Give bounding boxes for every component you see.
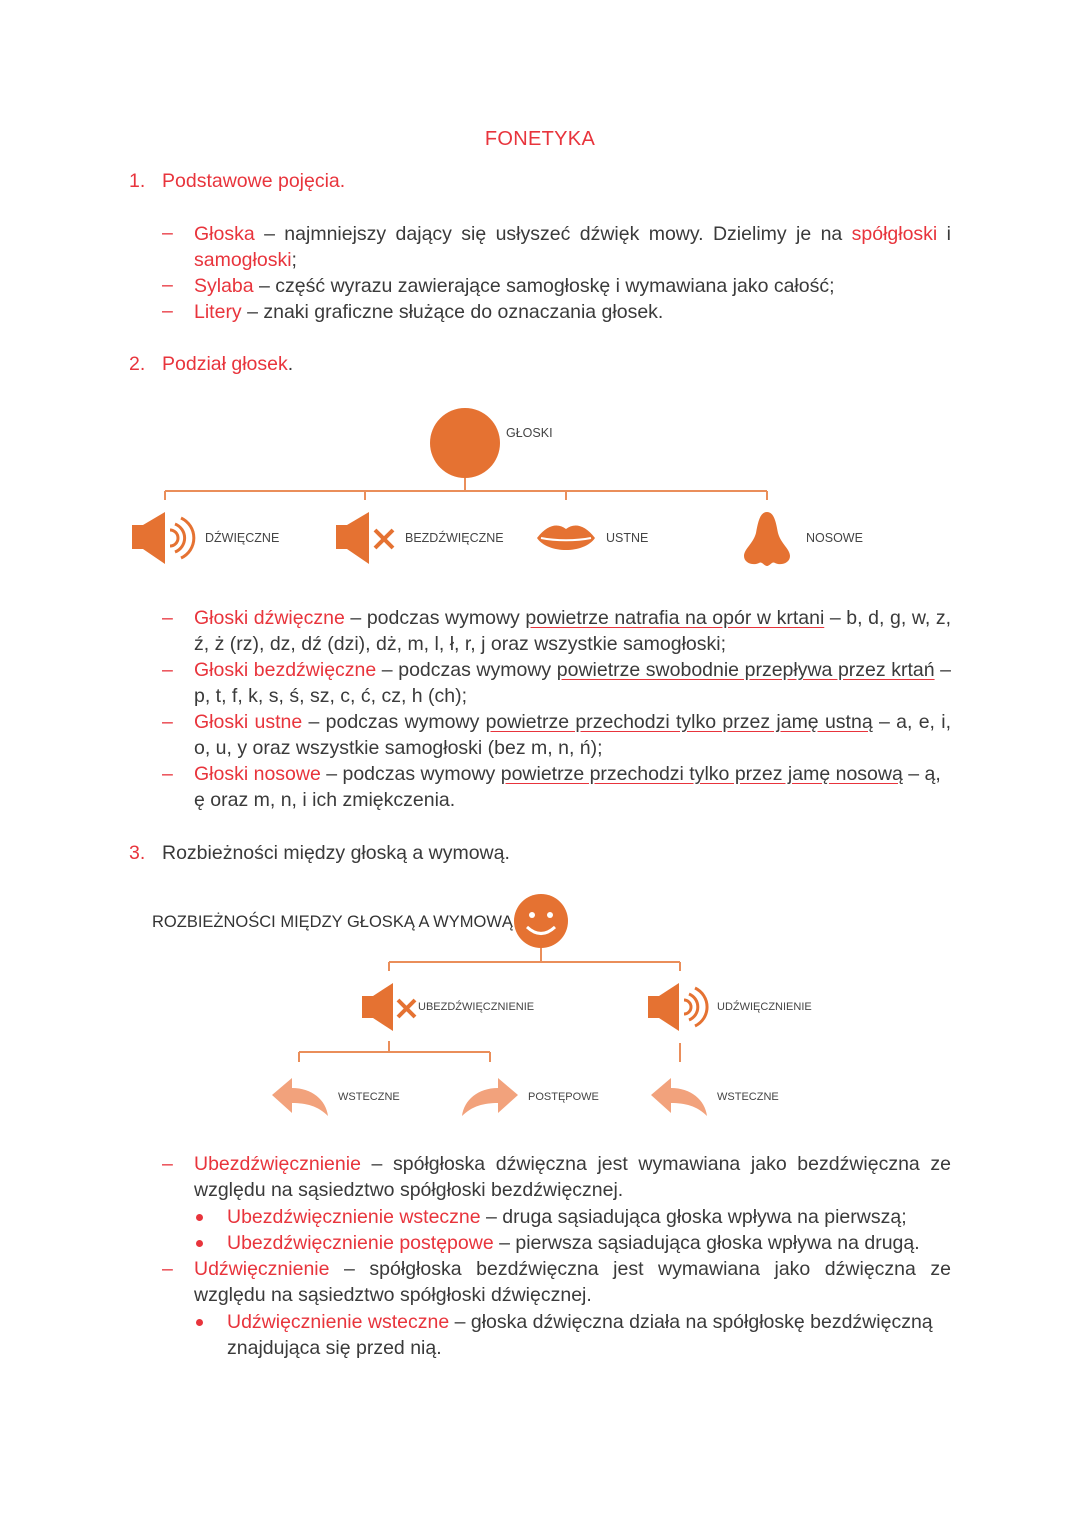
definition: – podczas wymowy xyxy=(320,763,501,785)
term: Głoski nosowe xyxy=(194,763,321,785)
definition: – podczas wymowy xyxy=(302,711,486,733)
list-dash: – xyxy=(162,607,173,629)
definition: – pierwsza sąsiadująca głoska wpływa na drugą. xyxy=(493,1232,920,1254)
list-dash: – xyxy=(162,1153,173,1175)
page-title: FONETYKA xyxy=(484,128,596,150)
node-label: WSTECZNE xyxy=(338,1091,400,1103)
underlined-phrase: powietrze natrafia na opór w krtani xyxy=(525,607,825,629)
definition: i xyxy=(937,223,951,245)
node-label: DŹWIĘCZNE xyxy=(205,531,280,545)
list-dash: – xyxy=(162,274,173,296)
definition: – część wyrazu zawierające samogłoskę i wymawiana jako całość; xyxy=(253,275,835,297)
underlined-phrase: powietrze swobodnie przepływa przez krtań xyxy=(556,659,935,681)
definition: – spółgłoska bezdźwięczna jest wymawiana jako dźwięczna ze względu na sąsiedztwo spółgłoski dźwięcznej. xyxy=(194,1258,951,1307)
definition: – głoska dźwięczna działa na spółgłoskę bezdźwięczną znajdująca się przed nią. xyxy=(227,1311,933,1360)
node-label: BEZDŹWIĘCZNE xyxy=(405,531,504,545)
term: Litery xyxy=(194,301,242,323)
bullet xyxy=(196,1214,203,1221)
list-dash: – xyxy=(162,659,173,681)
list-item xyxy=(194,1256,951,1308)
term: Głoski dźwięczne xyxy=(194,607,345,629)
section-number: 1. xyxy=(129,170,146,192)
list-dash: – xyxy=(162,300,173,322)
smiley-icon xyxy=(514,894,568,948)
section-label: Podstawowe pojęcia xyxy=(162,170,340,192)
term: Ubezdźwięcznienie postępowe xyxy=(227,1232,494,1254)
term: Udźwięcznienie wsteczne xyxy=(227,1311,450,1333)
term: Ubezdźwięcznienie xyxy=(194,1153,361,1175)
term: Głoska xyxy=(194,223,255,245)
definition: – ą, ę oraz m, n, i ich zmiękczenia. xyxy=(194,763,941,812)
list-dash: – xyxy=(162,763,173,785)
arrow-back-icon xyxy=(272,1078,328,1116)
term: Głoski bezdźwięczne xyxy=(194,659,377,681)
definition: ; xyxy=(291,249,297,272)
diagram-title: ROZBIEŻNOŚCI MIĘDZY GŁOSKĄ A WYMOWĄ xyxy=(152,913,513,931)
list-dash: – xyxy=(162,711,173,733)
underlined-phrase: powietrze przechodzi tylko przez jamę nosową xyxy=(500,763,903,785)
list-item xyxy=(194,1151,951,1203)
section-label: Rozbieżności między głoską a wymową xyxy=(162,842,505,864)
definition: – najmniejszy dający się usłyszeć dźwięk mowy. Dzielimy je na xyxy=(254,223,852,245)
term: Głoski ustne xyxy=(194,711,303,733)
node-label: POSTĘPOWE xyxy=(528,1091,599,1103)
speaker-muted-icon xyxy=(362,983,415,1031)
section-number: 2. xyxy=(129,353,146,375)
list-dash: – xyxy=(162,222,173,244)
section-tail: . xyxy=(339,170,346,192)
node-label: NOSOWE xyxy=(806,531,863,545)
sub-list-item xyxy=(227,1204,951,1230)
bullet xyxy=(196,1240,203,1247)
section-label: Podział głosek xyxy=(162,353,288,375)
definition: – podczas wymowy xyxy=(344,607,526,629)
definition: – druga sąsiadująca głoska wpływa na pierwszą; xyxy=(480,1206,907,1228)
node-label: GŁOSKI xyxy=(506,426,553,440)
sub-list-item xyxy=(227,1230,951,1256)
sub-list-item xyxy=(227,1309,949,1361)
term: Udźwięcznienie xyxy=(194,1258,330,1280)
underlined-phrase: powietrze przechodzi tylko przez jamę ustną xyxy=(485,711,873,733)
definition: – spółgłoska dźwięczna jest wymawiana jako bezdźwięczna ze względu na sąsiedztwo spółgłoski bezdźwięcznej. xyxy=(194,1153,951,1202)
arrow-forward-icon xyxy=(462,1078,518,1116)
bullet xyxy=(196,1319,203,1326)
term: Ubezdźwięcznienie wsteczne xyxy=(227,1206,481,1228)
definition: – p, t, f, k, s, ś, sz, c, ć, cz, h (ch); xyxy=(194,659,951,708)
arrow-back-icon xyxy=(651,1078,707,1116)
definition: – a, e, i, o, u, y oraz wszystkie samogłoski (bez m, n, ń); xyxy=(194,711,952,760)
node-label: USTNE xyxy=(606,531,649,545)
definition: – b, d, g, w, z, ź, ż (rz), dz, dź (dzi), dż, m, l, ł, r, j oraz wszystkie samogłoski; xyxy=(194,607,952,656)
section-tail: . xyxy=(287,353,294,375)
term: Sylaba xyxy=(194,275,254,297)
node-label: UBEZDŹWIĘCZNIENIE xyxy=(418,1001,535,1013)
term: spółgłoski xyxy=(851,223,938,245)
section-number: 3. xyxy=(129,842,146,864)
speaker-on-icon xyxy=(648,983,707,1031)
node-label: WSTECZNE xyxy=(717,1091,779,1103)
node-label: UDŹWIĘCZNIENIE xyxy=(717,1001,812,1013)
definition: – podczas wymowy xyxy=(376,659,557,681)
list-dash: – xyxy=(162,1258,173,1280)
section-tail: . xyxy=(504,842,510,864)
term: samogłoski xyxy=(194,249,292,272)
definition: – znaki graficzne służące do oznaczania głosek. xyxy=(241,301,664,323)
